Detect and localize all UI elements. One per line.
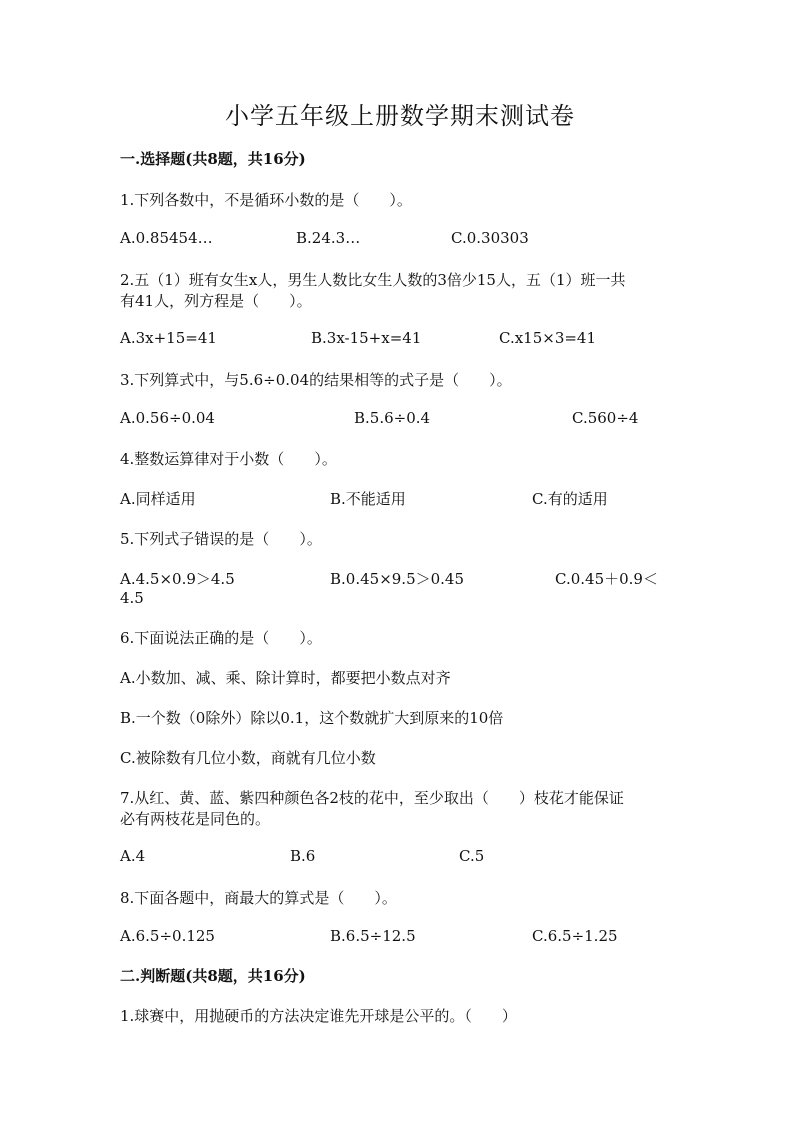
question-3-option-a: A.0.56÷0.04 [120,409,215,427]
question-4-option-a: A.同样适用 [120,490,196,508]
question-7-stem-line1: 7.从红、黄、蓝、紫四种颜色各2枝的花中，至少取出（ ）枝花才能保证 [120,789,624,807]
question-8-option-a: A.6.5÷0.125 [120,927,215,945]
question-6-option-b: B.一个数（0除外）除以0.1，这个数就扩大到原来的10倍 [120,709,504,727]
question-2-option-a: A.3x+15=41 [120,329,217,347]
question-5-option-c-wrap: 4.5 [120,589,144,607]
question-8-stem: 8.下面各题中，商最大的算式是（ ）。 [120,889,397,907]
question-4-option-b: B.不能适用 [330,490,406,508]
question-5-option-a: A.4.5×0.9＞4.5 [120,570,235,588]
question-1-stem: 1.下列各数中，不是循环小数的是（ ）。 [120,191,412,209]
question-4-stem: 4.整数运算律对于小数（ ）。 [120,450,337,468]
question-7-stem-line2: 必有两枝花是同色的。 [120,810,271,828]
tf-question-1-stem: 1.球赛中，用抛硬币的方法决定谁先开球是公平的。（ ） [120,1007,517,1025]
question-3-option-c: C.560÷4 [572,409,639,427]
section-heading-multiple-choice: 一.选择题(共8题，共16分) [120,150,306,168]
section-heading-true-false: 二.判断题(共8题，共16分) [120,967,306,985]
question-5-option-c: C.0.45＋0.9＜ [555,570,658,588]
question-2-stem-line1: 2.五（1）班有女生x人，男生人数比女生人数的3倍少15人，五（1）班一共 [120,271,626,289]
question-6-option-c: C.被除数有几位小数，商就有几位小数 [120,749,376,767]
question-3-option-b: B.5.6÷0.4 [354,409,431,427]
question-1-option-a: A.0.85454… [120,229,213,247]
question-1-option-b: B.24.3… [296,229,361,247]
question-7-option-c: C.5 [459,847,485,865]
question-7-option-a: A.4 [120,847,146,865]
page-title: 小学五年级上册数学期末测试卷 [225,102,575,130]
question-8-option-c: C.6.5÷1.25 [532,927,618,945]
question-3-stem: 3.下列算式中，与5.6÷0.04的结果相等的式子是（ ）。 [120,371,512,389]
question-8-option-b: B.6.5÷12.5 [330,927,416,945]
question-7-option-b: B.6 [290,847,316,865]
question-6-option-a: A.小数加、减、乘、除计算时，都要把小数点对齐 [120,669,451,687]
question-1-option-c: C.0.30303 [451,229,529,247]
question-2-option-c: C.x15×3=41 [499,329,597,347]
question-2-stem-line2: 有41人，列方程是（ ）。 [120,292,312,310]
question-5-stem: 5.下列式子错误的是（ ）。 [120,530,322,548]
question-2-option-b: B.3x-15+x=41 [311,329,422,347]
question-4-option-c: C.有的适用 [532,490,608,508]
question-5-option-b: B.0.45×9.5＞0.45 [330,570,465,588]
question-6-stem: 6.下面说法正确的是（ ）。 [120,629,322,647]
